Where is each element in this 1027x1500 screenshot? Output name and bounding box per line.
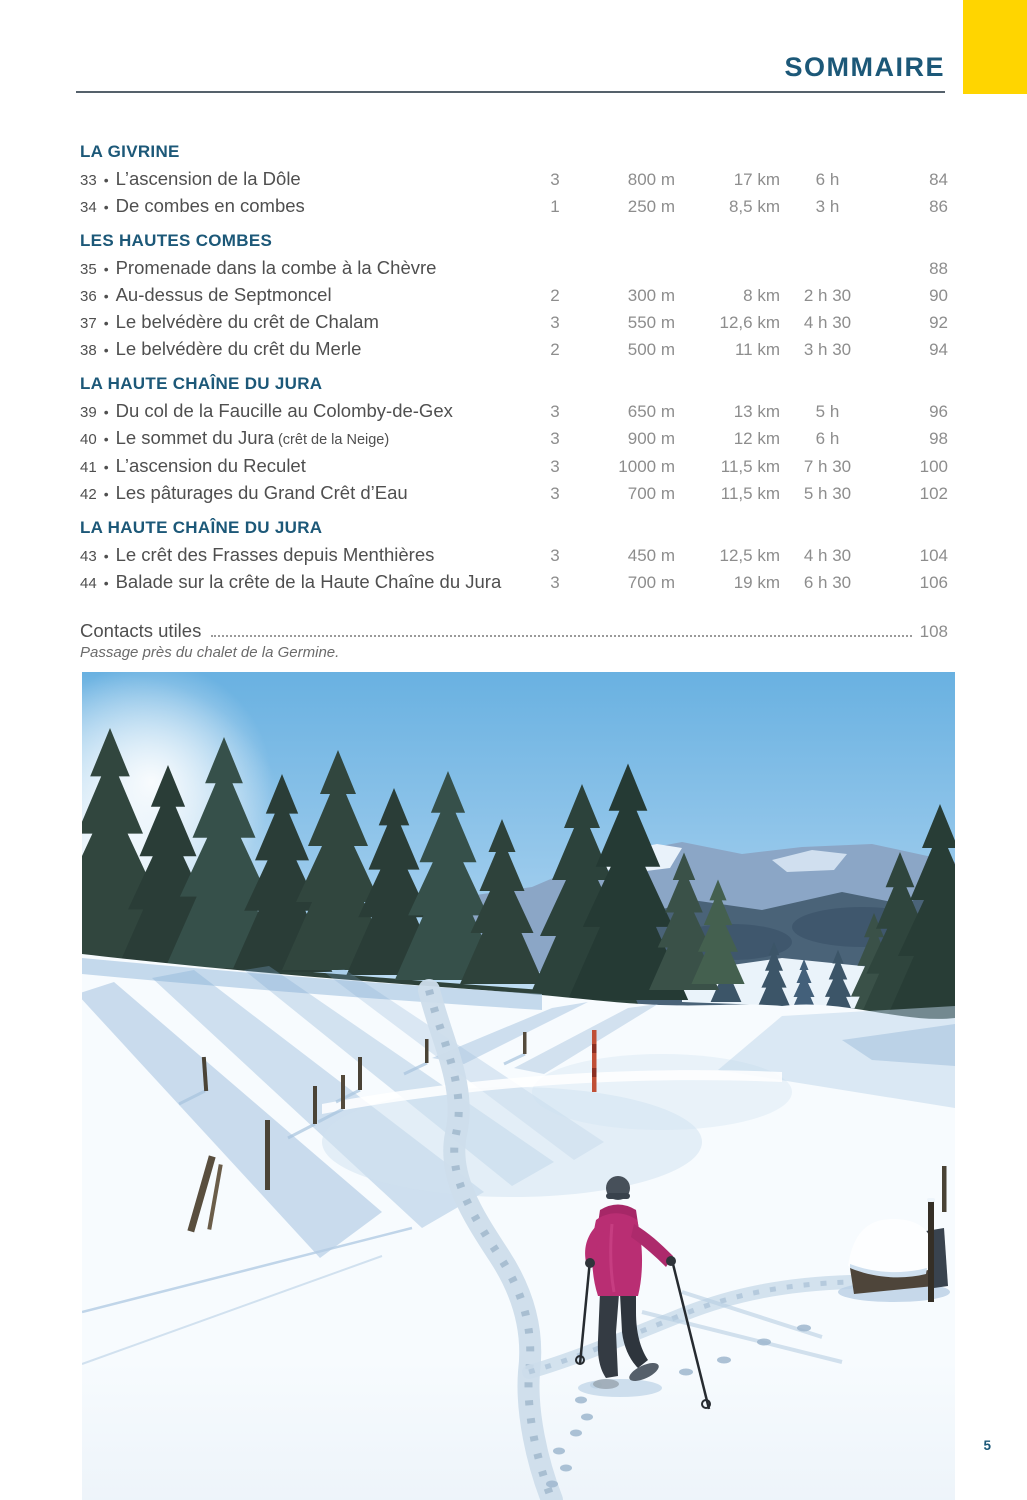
route-difficulty: 3	[550, 546, 560, 565]
route-page: 104	[919, 546, 948, 565]
route-number: 44	[80, 575, 97, 592]
route-row	[80, 480, 948, 507]
route-time: 6 h 30	[803, 573, 852, 592]
contacts-row	[80, 620, 948, 642]
route-number: 39	[80, 404, 97, 421]
route-bullet: •	[103, 261, 109, 277]
route-bullet: •	[103, 548, 109, 564]
route-time: 4 h 30	[803, 546, 852, 565]
toc-section	[80, 518, 948, 596]
route-elevation: 500 m	[627, 340, 675, 359]
route-title: Au-dessus de Septmoncel	[115, 284, 332, 305]
route-title: De combes en combes	[115, 195, 305, 216]
toc-section	[80, 231, 948, 363]
route-distance: 19 km	[733, 573, 780, 592]
route-note: (crêt de la Neige)	[273, 432, 390, 448]
route-time: 6 h	[815, 170, 840, 189]
route-difficulty: 3	[550, 429, 560, 448]
route-row	[80, 282, 948, 309]
route-page: 92	[929, 313, 948, 332]
route-distance: 17 km	[733, 170, 780, 189]
route-distance: 11 km	[734, 340, 780, 359]
route-elevation: 1000 m	[618, 457, 675, 476]
route-row	[80, 166, 948, 193]
section-title: LES HAUTES COMBES	[80, 231, 273, 250]
page-title: SOMMAIRE	[784, 52, 945, 82]
toc-section	[80, 142, 948, 220]
route-number: 37	[80, 315, 97, 332]
toc-section	[80, 374, 948, 507]
section-rows	[80, 166, 948, 220]
route-distance: 13 km	[733, 402, 780, 421]
route-distance: 11,5 km	[720, 484, 780, 503]
route-title-cell	[80, 425, 530, 453]
route-bullet: •	[103, 486, 109, 502]
route-time: 6 h	[815, 429, 840, 448]
section-rows	[80, 398, 948, 507]
route-title: Les pâturages du Grand Crêt d’Eau	[115, 482, 408, 503]
route-title: Le belvédère du crêt du Merle	[115, 338, 362, 359]
route-number: 36	[80, 288, 97, 305]
route-number: 40	[80, 431, 97, 448]
route-elevation: 700 m	[627, 573, 675, 592]
route-time: 3 h	[815, 197, 840, 216]
route-row	[80, 336, 948, 363]
route-title: Le belvédère du crêt de Chalam	[115, 311, 379, 332]
route-page: 94	[929, 340, 948, 359]
route-difficulty: 3	[550, 313, 560, 332]
route-bullet: •	[103, 575, 109, 591]
route-time: 4 h 30	[803, 313, 852, 332]
route-page: 106	[919, 573, 948, 592]
route-page: 86	[929, 197, 948, 216]
route-bullet: •	[103, 404, 109, 420]
route-title-cell	[80, 453, 530, 480]
route-difficulty: 3	[550, 484, 560, 503]
section-title: LA HAUTE CHAÎNE DU JURA	[80, 374, 323, 393]
route-number: 34	[80, 199, 97, 216]
route-number: 41	[80, 459, 97, 476]
route-distance: 12,6 km	[719, 313, 780, 332]
route-page: 98	[929, 429, 948, 448]
route-number: 42	[80, 486, 97, 503]
route-row	[80, 569, 948, 596]
route-title-cell	[80, 166, 530, 193]
photo-snowshoe-landscape	[82, 672, 955, 1500]
route-title-cell	[80, 193, 530, 220]
route-title: L’ascension du Reculet	[115, 455, 306, 476]
route-row	[80, 453, 948, 480]
route-number: 43	[80, 548, 97, 565]
route-title: Balade sur la crête de la Haute Chaîne du Jura	[115, 571, 502, 592]
route-title: Promenade dans la combe à la Chèvre	[115, 257, 437, 278]
route-elevation: 800 m	[627, 170, 675, 189]
route-page: 88	[929, 259, 948, 278]
route-distance: 8 km	[743, 286, 780, 305]
route-bullet: •	[103, 172, 109, 188]
dot-leader	[211, 635, 911, 637]
contacts-label: Contacts utiles	[80, 620, 202, 641]
accent-yellow-square	[963, 0, 1027, 94]
route-distance: 12 km	[733, 429, 780, 448]
route-elevation: 550 m	[627, 313, 675, 332]
contacts-page: 108	[919, 622, 948, 641]
route-difficulty: 3	[550, 170, 560, 189]
route-difficulty: 2	[550, 286, 560, 305]
route-title-cell	[80, 282, 530, 309]
page-number: 5	[983, 1438, 991, 1453]
route-page: 96	[929, 402, 948, 421]
route-row	[80, 425, 948, 453]
route-difficulty: 3	[550, 457, 560, 476]
route-page: 100	[919, 457, 948, 476]
route-bullet: •	[103, 199, 109, 215]
route-time: 5 h 30	[803, 484, 852, 503]
route-row	[80, 542, 948, 569]
route-row	[80, 193, 948, 220]
route-bullet: •	[103, 459, 109, 475]
red-marker-pole	[592, 1030, 597, 1092]
route-time: 7 h 30	[803, 457, 852, 476]
route-time: 2 h 30	[803, 286, 852, 305]
route-title-cell	[80, 480, 530, 507]
section-title: LA GIVRINE	[80, 142, 180, 161]
route-number: 33	[80, 172, 97, 189]
route-elevation: 300 m	[627, 286, 675, 305]
route-difficulty: 3	[550, 402, 560, 421]
route-title: L’ascension de la Dôle	[115, 168, 301, 189]
route-row	[80, 309, 948, 336]
route-time: 5 h	[815, 402, 840, 421]
route-difficulty: 2	[550, 340, 560, 359]
route-number: 35	[80, 261, 97, 278]
route-title-cell	[80, 569, 530, 596]
route-elevation: 700 m	[627, 484, 675, 503]
route-title-cell	[80, 255, 530, 282]
route-title: Du col de la Faucille au Colomby-de-Gex	[115, 400, 453, 421]
photo-caption: Passage près du chalet de la Germine.	[80, 644, 340, 661]
route-row	[80, 398, 948, 425]
route-title-cell	[80, 336, 530, 363]
table-of-contents	[80, 142, 948, 642]
route-page: 84	[929, 170, 948, 189]
route-elevation: 250 m	[627, 197, 675, 216]
route-number: 38	[80, 342, 97, 359]
route-title-cell	[80, 398, 530, 425]
route-bullet: •	[103, 431, 109, 447]
section-title: LA HAUTE CHAÎNE DU JURA	[80, 518, 323, 537]
route-distance: 12,5 km	[719, 546, 780, 565]
toc-body	[80, 142, 948, 596]
route-distance: 8,5 km	[728, 197, 780, 216]
route-title-cell	[80, 542, 530, 569]
route-bullet: •	[103, 315, 109, 331]
route-time: 3 h 30	[803, 340, 852, 359]
route-title: Le sommet du Jura	[115, 427, 274, 448]
route-title: Le crêt des Frasses depuis Menthières	[115, 544, 435, 565]
route-distance: 11,5 km	[720, 457, 780, 476]
route-row	[80, 255, 948, 282]
section-rows	[80, 255, 948, 363]
route-page: 90	[929, 286, 948, 305]
route-bullet: •	[103, 288, 109, 304]
route-elevation: 650 m	[627, 402, 675, 421]
route-page: 102	[919, 484, 948, 503]
route-elevation: 450 m	[627, 546, 675, 565]
route-bullet: •	[103, 342, 109, 358]
route-difficulty: 1	[550, 197, 560, 216]
route-elevation: 900 m	[627, 429, 675, 448]
route-title-cell	[80, 309, 530, 336]
header-rule	[76, 91, 945, 93]
route-difficulty: 3	[550, 573, 560, 592]
section-rows	[80, 542, 948, 596]
